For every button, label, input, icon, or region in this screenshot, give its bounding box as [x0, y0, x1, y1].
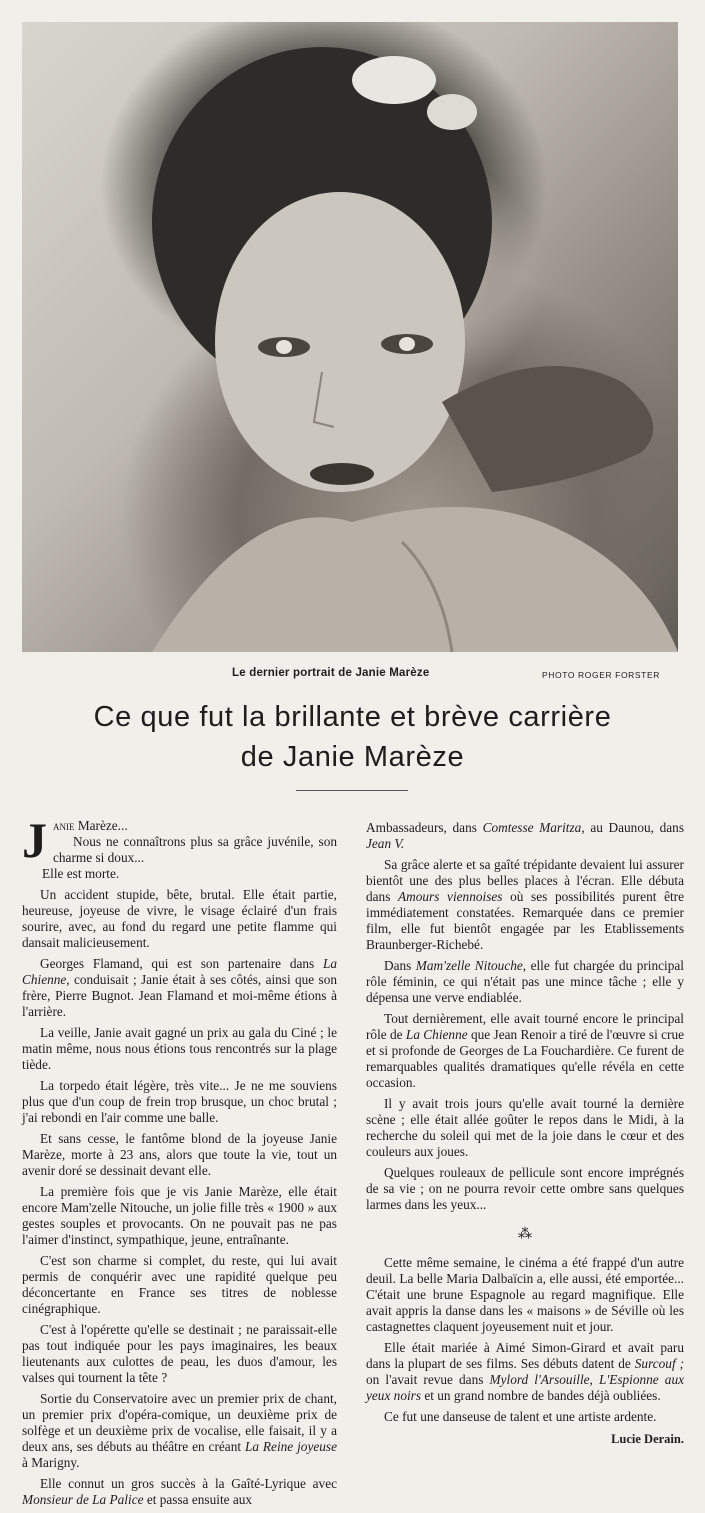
paragraph: La torpedo était légère, très vite... Je ne me souviens plus que d'un coup de frein trop brusque, un choc brutal ; j'ai rebondi en l'air comme une balle. — [22, 1078, 337, 1125]
text-run: à Marigny. — [22, 1455, 80, 1470]
headline-line-2: de Janie Marèze — [240, 741, 465, 773]
paragraph — [22, 956, 337, 1020]
lede-line-2: Nous ne connaîtrons plus sa grâce juvénile, son charme si doux... — [53, 834, 337, 865]
play-title: Jean V. — [366, 836, 405, 851]
paragraph: C'est à l'opérette qu'elle se destinait ; ne paraissait-elle pas tout indiquée pour les pays imaginaires, les beaux lieutenants aux culottes de peau, les duos d'amour, les valses qui tournent la tête ? — [22, 1322, 337, 1385]
film-title: Mylord l'Arsouille, L'Espionne aux yeux noirs — [366, 1372, 684, 1403]
paragraph — [366, 820, 684, 852]
article-column-left — [22, 812, 337, 1513]
play-title: Comtesse Maritza, — [482, 820, 585, 835]
text-run: elle fut chargée du principal rôle féminin, ce qui n'était pas une mince tâche ; elle y dépensa une verve endiablée. — [366, 958, 684, 1005]
article-column-right — [366, 820, 684, 1452]
paragraph — [366, 857, 684, 953]
film-title: Amours viennoises — [398, 889, 503, 904]
text-run: Elle connut un gros succès à la Gaîté-Lyrique avec — [40, 1476, 337, 1491]
text-run: Dans — [384, 958, 416, 973]
paragraph: Ce fut une danseuse de talent et une artiste ardente. — [384, 1409, 657, 1424]
author-signature: Lucie Derain. — [611, 1432, 684, 1446]
text-run: Georges Flamand, qui est son partenaire dans — [40, 956, 323, 971]
text-run: conduisait ; Janie était à ses côtés, ainsi que son frère, Pierre Bugnot. Jean Flamand et moi-même étions à l'arrière. — [22, 972, 337, 1019]
text-run: et un grand nombre de bandes déjà oubliées. — [421, 1388, 661, 1403]
paragraph: La veille, Janie avait gagné un prix au gala du Ciné ; le matin même, nous nous étions tous rencontrés sur la plage tiède. — [22, 1025, 337, 1072]
text-run: Sa grâce alerte et sa gaîté trépidante devaient lui assurer bientôt une des plus belles places à l'écran. Elle débuta dans — [366, 857, 684, 904]
film-title: Mam'zelle Nitouche, — [415, 958, 527, 973]
drop-cap: J — [22, 812, 47, 868]
text-run: que Jean Renoir a tiré de l'œuvre si crue et si profonde de Georges de La Fouchardière. Ce furent de remarquables qualités dramatiques qu'elle révéla en cette occasion. — [366, 1027, 684, 1090]
text-run: Elle était mariée à Aimé Simon-Girard et avait paru dans la plupart de ses films. Ses débuts datent de — [366, 1340, 684, 1371]
portrait-illustration — [22, 22, 678, 652]
paragraph — [22, 1476, 337, 1508]
play-title: La Reine joyeuse — [244, 1439, 337, 1454]
text-run: Ambassadeurs, dans — [366, 820, 483, 835]
lede-line-3: Elle est morte. — [42, 866, 120, 881]
text-run: au Daunou, dans — [584, 820, 684, 835]
film-title: Surcouf ; — [634, 1356, 685, 1371]
paragraph — [366, 1340, 684, 1404]
photo-credit: PHOTO ROGER FORSTER — [542, 670, 660, 680]
title-divider — [296, 790, 408, 791]
paragraph: C'est son charme si complet, du reste, qui lui avait permis de conquérir avec une rapidité quelque peu déconcertante en France ses titres de noblesse cinégraphique. — [22, 1253, 337, 1316]
text-run: où ses possibilités purent être immédiatement constatées. Remarquée dans ce premier film, elle fut bientôt engagée par les Etablissements Braunberger-Richebé. — [366, 889, 684, 952]
lede-rest: Marèze... — [74, 818, 128, 833]
article-headline — [0, 697, 705, 777]
paragraph — [366, 958, 684, 1006]
paragraph: Cette même semaine, le cinéma a été frappé d'un autre deuil. La belle Maria Dalbaïcin a, elle aussi, été emportée... C'était une brune Espagnole au regard magnifique. Elle avait appris la danse dans les « maisons » de Séville où les castagnettes claquent joyeusement nuit et jour. — [366, 1255, 684, 1334]
play-title: Monsieur de La Palice — [22, 1492, 144, 1507]
text-run: Tout dernièrement, elle avait tourné encore le principal rôle de — [366, 1011, 684, 1042]
text-run: on l'avait revue dans — [366, 1372, 490, 1387]
lede-smallcaps: anie — [53, 818, 75, 833]
portrait-photo — [22, 22, 678, 652]
film-title: La Chienne, — [22, 956, 337, 987]
text-run: et passa ensuite aux — [143, 1492, 253, 1507]
paragraph: La première fois que je vis Janie Marèze, elle était encore Mam'zelle Nitouche, un jolie fille très « 1900 » aux gestes souples et provocants. On ne pouvait pas ne pas l'aimer d'instinct, sympathique, jeune, entraînante. — [22, 1184, 337, 1247]
photo-caption: Le dernier portrait de Janie Marèze — [232, 667, 430, 679]
paragraph: Un accident stupide, bête, brutal. Elle était partie, heureuse, joyeuse de vivre, le visage éclairé d'un frais sourire, avec, au fond du regard une petite flamme qui dansait malicieusement. — [22, 887, 337, 950]
text-run: Sortie du Conservatoire avec un premier prix de chant, un premier prix d'opéra-comique, un deuxième prix de solfège et un deuxième prix de vocalise, elle faisait, il y a deux ans, ses débuts au théâtre en créant — [22, 1391, 337, 1454]
paragraph — [22, 1391, 337, 1471]
paragraph — [366, 1011, 684, 1091]
lede-paragraph — [22, 812, 337, 882]
asterism-separator: ⁂ — [518, 1227, 532, 1242]
paragraph: Quelques rouleaux de pellicule sont encore imprégnés de sa vie ; on ne pourra revoir cette ombre sans quelques larmes dans les yeux... — [366, 1165, 684, 1212]
paragraph: Et sans cesse, le fantôme blond de la joyeuse Janie Marèze, morte à 23 ans, alors que toute la vie, tout un avenir doré se dessinait devant elle. — [22, 1131, 337, 1178]
paragraph: Il y avait trois jours qu'elle avait tourné la dernière scène ; elle était allée goûter le repos dans le Midi, à la recherche du soleil qui met de la joie dans le cœur et des couleurs aux joues. — [366, 1096, 684, 1159]
headline-line-1: Ce que fut la brillante et brève carrière — [93, 701, 612, 733]
film-title: La Chienne — [405, 1027, 468, 1042]
